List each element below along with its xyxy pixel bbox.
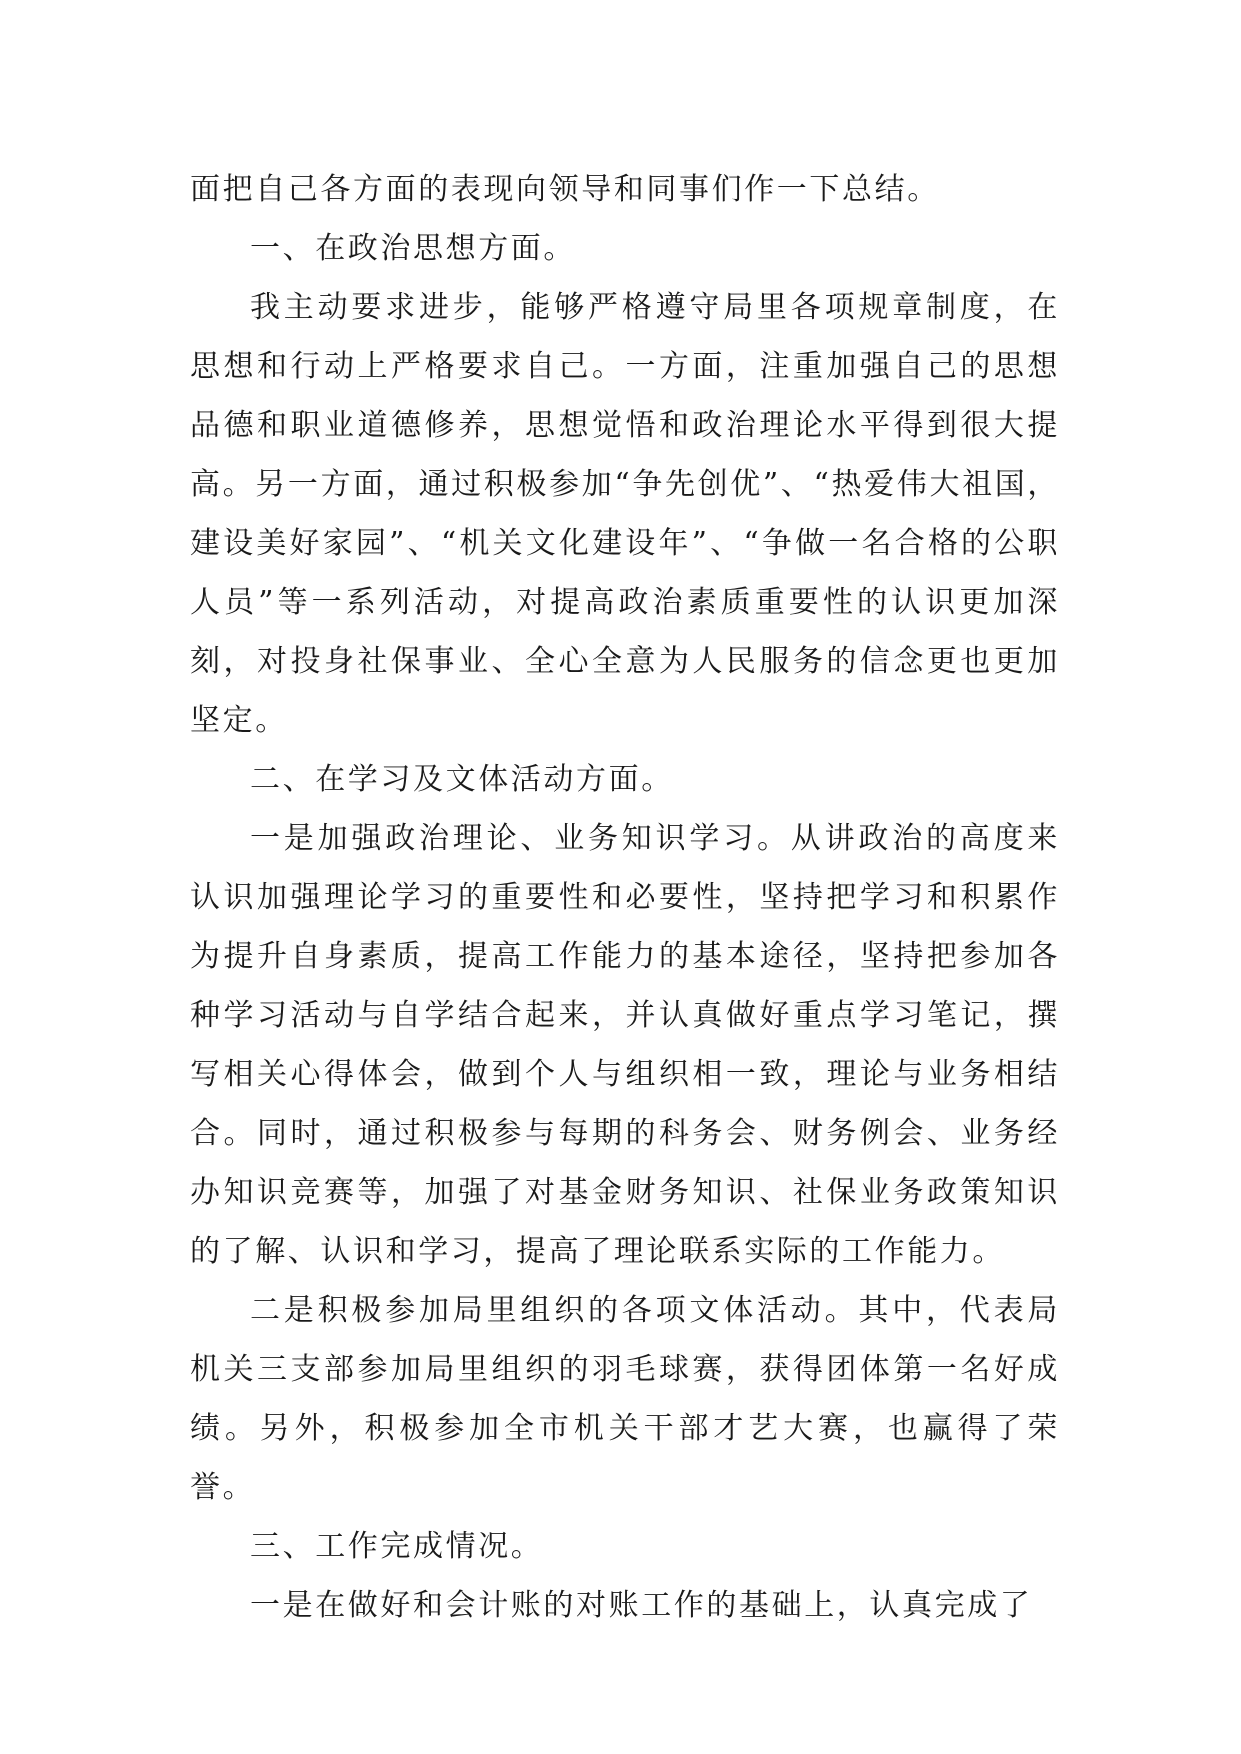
section-heading-political-thought: 一、在政治思想方面。 — [250, 231, 576, 266]
paragraph-continuation: 面把自己各方面的表现向领导和同事们作一下总结。 — [190, 172, 940, 207]
paragraph-work-completion: 一是在做好和会计账的对账工作的基础上，认真完成了 — [250, 1588, 1033, 1623]
section-heading-study-activities: 二、在学习及文体活动方面。 — [250, 762, 674, 797]
section-heading-work-completion: 三、工作完成情况。 — [250, 1529, 544, 1564]
paragraph-political-thought: 我主动要求进步，能够严格遵守局里各项规章制度，在思想和行动上严格要求自己。一方面，注重加强自己的思想品德和职业道德修养，思想觉悟和政治理论水平得到很大提高。另一方面，通过积极参加“争先创优”、“热爱伟大祖国，建设美好家园”、“机关文化建设年”、“争做一名合格的公职人员”等一系列活动，对提高政治素质重要性的认识更加深刻，对投身社保事业、全心全意为人民服务的信念更也更加坚定。 — [190, 290, 1060, 738]
paragraph-study: 一是加强政治理论、业务知识学习。从讲政治的高度来认识加强理论学习的重要性和必要性，坚持把学习和积累作为提升自身素质，提高工作能力的基本途径，坚持把参加各种学习活动与自学结合起来，并认真做好重点学习笔记，撰写相关心得体会，做到个人与组织相一致，理论与业务相结合。同时，通过积极参与每期的科务会、财务例会、业务经办知识竞赛等，加强了对基金财务知识、社保业务政策知识的了解、认识和学习，提高了理论联系实际的工作能力。 — [190, 821, 1060, 1269]
document-body — [190, 160, 1060, 1635]
paragraph-activities: 二是积极参加局里组织的各项文体活动。其中，代表局机关三支部参加局里组织的羽毛球赛，获得团体第一名好成绩。另外，积极参加全市机关干部才艺大赛，也赢得了荣誉。 — [190, 1293, 1060, 1505]
